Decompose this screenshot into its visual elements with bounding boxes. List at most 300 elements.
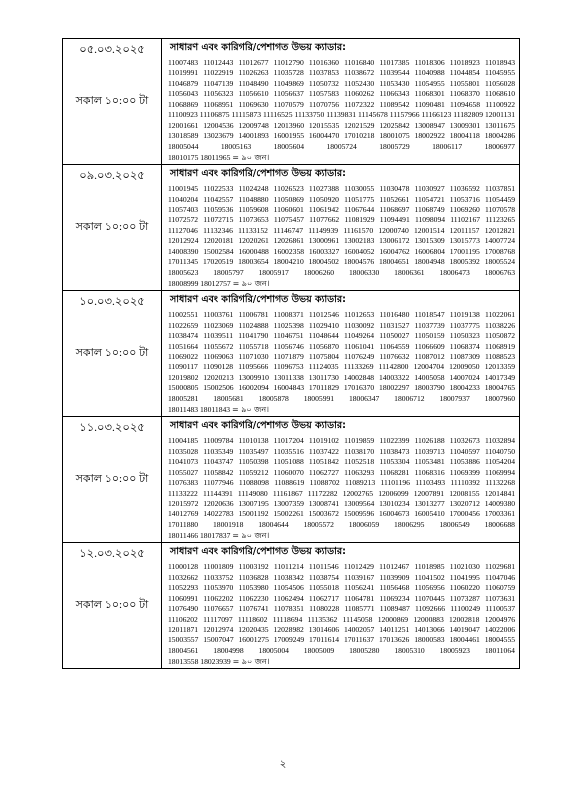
roll-number: 11056746 (273, 341, 304, 351)
roll-number: 12011871 (168, 625, 199, 635)
roll-number: 12006099 (378, 488, 409, 498)
roll-number: 11072572 (168, 215, 199, 225)
roll-number: 11118694 (272, 614, 303, 624)
roll-number: 11066609 (414, 341, 445, 351)
roll-number: 11039713 (414, 446, 445, 456)
roll-number: 11100537 (485, 604, 516, 614)
roll-number: 11057583 (308, 89, 339, 99)
roll-number: 11061942 (308, 204, 339, 214)
page-number: ২ (279, 759, 287, 770)
roll-number: 18006763 (484, 267, 516, 277)
date-cell (63, 291, 162, 417)
roll-number: 11100249 (450, 604, 481, 614)
roll-number: 18013558 (168, 657, 199, 667)
roll-number: 14013066 (414, 625, 445, 635)
roll-number: 11000128 (168, 562, 199, 572)
roll-number: 11038170 (344, 446, 375, 456)
roll-number: 12011157 (449, 225, 480, 235)
roll-number: 11051775 (344, 194, 375, 204)
roll-number: 16005410 (414, 509, 445, 519)
roll-number: 17016370 (343, 383, 375, 393)
roll-number: 12004976 (484, 614, 516, 624)
roll-number: 16002094 (238, 383, 269, 393)
roll-number: 11062494 (273, 593, 304, 603)
roll-number: 18005724 (326, 141, 357, 151)
roll-number: 11016360 (308, 58, 339, 67)
roll-number: 11022399 (379, 436, 410, 446)
roll-number: 18004286 (484, 131, 516, 141)
roll-number: 11039511 (203, 331, 234, 341)
roll-number: 11062230 (238, 593, 269, 603)
roll-number: 17010218 (344, 131, 375, 141)
roll-number: 12015535 (308, 120, 340, 130)
roll-number: 18006473 (439, 267, 470, 277)
exam-time: সকাল ১০:০০ টা (75, 473, 149, 486)
total-count: = ৯০ জন। (232, 279, 270, 289)
roll-number: 17011829 (308, 383, 339, 393)
roll-number: 11035028 (168, 446, 199, 456)
roll-number: 11053886 (449, 457, 480, 467)
roll-number: 11068374 (449, 341, 480, 351)
roll-number: 11059608 (238, 204, 269, 214)
roll-number: 11068951 (203, 99, 234, 109)
roll-number: 11054506 (273, 583, 304, 593)
roll-number: 11070756 (309, 99, 340, 109)
roll-number: 11038672 (344, 68, 375, 78)
roll-number: 11157966 (389, 110, 420, 120)
roll-number: 18005923 (439, 645, 470, 655)
roll-number: 12002765 (342, 488, 374, 498)
roll-number: 11032894 (484, 436, 516, 446)
roll-number: 11018923 (449, 58, 480, 67)
roll-number: 11030478 (379, 184, 410, 194)
roll-number: 11012546 (308, 310, 339, 320)
roll-number: 11045955 (484, 68, 516, 78)
roll-number: 15003557 (168, 635, 199, 645)
roll-list-cell (162, 291, 520, 417)
roll-number: 16001275 (238, 635, 269, 645)
roll-number: 11182809 (453, 110, 483, 120)
roll-numbers (168, 58, 515, 152)
roll-number: 13009301 (449, 120, 481, 130)
roll-number: 18005623 (168, 267, 199, 277)
roll-number: 11035349 (203, 446, 234, 456)
total-count: = ৯০ জন। (232, 153, 270, 163)
roll-number: 14005058 (414, 372, 445, 382)
roll-number: 11030092 (344, 320, 375, 330)
roll-number: 11037775 (449, 320, 480, 330)
roll-number: 11012653 (344, 310, 375, 320)
roll-number: 11052430 (344, 78, 375, 88)
roll-number: 14008390 (168, 246, 199, 256)
date-cell (63, 165, 162, 291)
roll-number: 17020519 (202, 257, 234, 267)
roll-number: 13008947 (414, 120, 445, 130)
roll-number: 11076383 (168, 478, 199, 488)
cadre-heading: সাধারণ এবং কারিগরি/পেশাগত উভয় ক্যাডার: (170, 546, 346, 558)
roll-number: 14019047 (449, 625, 480, 635)
roll-number: 11055801 (449, 78, 480, 88)
roll-number: 18004561 (168, 645, 199, 655)
roll-number: 11068281 (379, 467, 410, 477)
roll-number: 11100923 (168, 110, 198, 120)
roll-number: 17000456 (449, 509, 480, 519)
roll-number: 11060991 (168, 593, 199, 603)
schedule-page (62, 38, 516, 669)
roll-number: 18023939 (200, 657, 231, 667)
roll-number: 11066343 (379, 89, 410, 99)
exam-date: ১১.০৩.২০২৫ (79, 422, 145, 435)
roll-number: 11038474 (168, 331, 199, 341)
roll-number: 11050732 (308, 78, 339, 88)
roll-number: 11047139 (203, 78, 234, 88)
roll-number: 11004185 (168, 436, 199, 446)
roll-number: 18004233 (449, 383, 480, 393)
roll-number: 11012790 (273, 58, 304, 67)
roll-number: 11040750 (484, 446, 516, 456)
roll-number: 12020261 (238, 236, 269, 246)
roll-number: 13011675 (484, 120, 516, 130)
roll-number: 13020712 (449, 498, 480, 508)
roll-number: 18011965 (200, 153, 231, 163)
roll-number: 11085771 (344, 604, 375, 614)
roll-number: 18001075 (379, 131, 410, 141)
roll-number: 11052661 (379, 194, 410, 204)
roll-number: 11007483 (168, 58, 199, 67)
roll-number: 12008155 (449, 488, 480, 498)
roll-number: 11048880 (238, 194, 269, 204)
roll-number: 18007937 (439, 393, 470, 403)
roll-number: 11050159 (414, 331, 445, 341)
roll-number: 17011614 (309, 635, 340, 645)
roll-number: 11073287 (449, 593, 480, 603)
roll-number: 11044854 (449, 68, 480, 78)
roll-number: 11031527 (379, 320, 410, 330)
roll-number: 11018943 (484, 58, 516, 67)
roll-numbers (168, 562, 515, 656)
roll-number: 11054204 (484, 457, 516, 467)
roll-number: 11092666 (414, 604, 446, 614)
roll-number: 11036828 (238, 572, 269, 582)
roll-number: 11054955 (414, 78, 445, 88)
roll-number: 11062717 (308, 593, 339, 603)
roll-number: 13007195 (238, 498, 269, 508)
roll-number: 18004651 (379, 257, 410, 267)
roll-number: 11022919 (203, 68, 234, 78)
cadre-heading: সাধারণ এবং কারিগরি/পেশাগত উভয় ক্যাডার: (170, 294, 346, 306)
roll-number: 12012974 (202, 625, 234, 635)
roll-number: 11041995 (449, 572, 480, 582)
roll-number: 11056241 (344, 583, 375, 593)
roll-number: 11117097 (203, 614, 233, 624)
roll-number: 12004704 (413, 362, 444, 372)
roll-numbers (168, 310, 515, 404)
roll-number: 11075457 (273, 215, 304, 225)
exam-time: সকাল ১০:০০ টা (75, 221, 149, 234)
roll-number: 11019102 (308, 436, 339, 446)
exam-date: ০৯.০৩.২০২৫ (79, 170, 145, 183)
roll-number: 14002848 (343, 372, 375, 382)
roll-number: 11064781 (344, 593, 375, 603)
roll-number: 12020636 (203, 498, 234, 508)
roll-number: 11012443 (203, 58, 234, 67)
roll-number: 11039167 (344, 572, 375, 582)
roll-number: 11072322 (344, 99, 375, 109)
roll-number: 11132268 (485, 478, 516, 488)
roll-number: 11038754 (308, 572, 339, 582)
roll-number: 11057403 (168, 204, 199, 214)
roll-number: 18004118 (449, 131, 480, 141)
roll-number: 13018589 (168, 131, 199, 141)
roll-number: 11017385 (379, 58, 410, 67)
roll-number: 18000583 (414, 635, 445, 645)
roll-number: 13007359 (273, 498, 304, 508)
roll-number: 18011843 (200, 405, 231, 415)
roll-number: 18002297 (379, 383, 410, 393)
roll-number: 18002922 (414, 131, 445, 141)
roll-number: 11070578 (484, 204, 516, 214)
roll-number: 11038226 (484, 320, 516, 330)
session-row (63, 543, 520, 669)
roll-number: 18011064 (484, 645, 515, 655)
roll-number: 12004536 (203, 120, 234, 130)
roll-number: 14009380 (484, 498, 516, 508)
roll-number: 18004644 (258, 519, 289, 529)
roll-number: 11022533 (203, 184, 234, 194)
roll-number: 11081929 (344, 215, 375, 225)
roll-number: 11025398 (273, 320, 304, 330)
roll-number: 15001192 (238, 509, 269, 519)
roll-number: 11022061 (484, 310, 516, 320)
roll-number: 11069399 (449, 467, 480, 477)
roll-number: 11016480 (379, 310, 410, 320)
roll-number: 11002551 (168, 310, 199, 320)
roll-number: 11024248 (238, 184, 269, 194)
roll-number: 11037853 (308, 68, 339, 78)
roll-number: 18005797 (213, 267, 244, 277)
roll-number: 14003322 (378, 372, 410, 382)
roll-number: 12007891 (413, 488, 445, 498)
roll-number: 18006977 (484, 141, 515, 151)
total-count: = ৯০ জন। (232, 405, 269, 415)
roll-number: 11149939 (308, 225, 339, 235)
roll-number: 11115873 (231, 110, 262, 120)
roll-number: 11098094 (414, 215, 446, 225)
roll-number: 18005878 (258, 393, 289, 403)
roll-number: 11103493 (415, 478, 446, 488)
roll-number: 11118602 (237, 614, 268, 624)
roll-number: 18005681 (213, 393, 244, 403)
roll-number: 18006688 (484, 519, 515, 529)
roll-number: 11101196 (380, 478, 410, 488)
exam-time: সকাল ১০:০০ টা (75, 599, 149, 612)
roll-number: 11036592 (449, 184, 480, 194)
roll-number: 11068919 (484, 341, 516, 351)
roll-number: 11076632 (379, 351, 410, 361)
roll-number: 11063293 (344, 467, 375, 477)
roll-number: 11011214 (273, 562, 304, 572)
roll-number: 17001195 (449, 246, 480, 256)
roll-number: 11050869 (273, 194, 304, 204)
roll-number: 11076249 (344, 351, 375, 361)
roll-number: 11145678 (357, 110, 388, 120)
roll-number: 11050027 (379, 331, 410, 341)
roll-number: 11145058 (342, 614, 373, 624)
roll-number: 11068749 (414, 204, 445, 214)
roll-number: 11069260 (449, 204, 480, 214)
roll-number: 12000883 (413, 614, 444, 624)
roll-number: 18006330 (348, 267, 380, 277)
roll-number: 18005009 (303, 645, 335, 655)
roll-number: 18005524 (484, 257, 516, 267)
roll-number: 11139831 (326, 110, 356, 120)
roll-number: 12020213 (203, 372, 234, 382)
roll-number: 11089487 (379, 604, 410, 614)
roll-number: 11019991 (168, 68, 199, 78)
date-cell (63, 543, 162, 669)
roll-number: 11069063 (203, 351, 234, 361)
roll-number: 12013960 (273, 120, 305, 130)
roll-number: 11042557 (203, 194, 234, 204)
roll-number: 13006172 (379, 236, 410, 246)
roll-number: 11050323 (449, 331, 480, 341)
roll-number: 11055027 (168, 467, 199, 477)
roll-number: 11072715 (203, 215, 234, 225)
roll-number: 17013626 (378, 635, 410, 645)
total-count: = ৯০ জন। (232, 657, 270, 667)
roll-number: 12028982 (273, 625, 304, 635)
roll-number: 18006059 (348, 519, 380, 529)
roll-number: 15002584 (203, 246, 234, 256)
roll-number: 11021030 (449, 562, 480, 572)
roll-number: 11035497 (238, 446, 269, 456)
roll-number: 11018547 (414, 310, 445, 320)
roll-number: 11069022 (168, 351, 199, 361)
roll-number: 18005044 (168, 141, 199, 151)
exam-time: সকাল ১০:০০ টা (75, 95, 149, 107)
roll-number: 11056323 (203, 89, 234, 99)
roll-number: 11088702 (309, 478, 340, 488)
roll-number: 11061041 (344, 341, 375, 351)
roll-number: 12013359 (484, 362, 516, 372)
roll-number: 11110392 (450, 478, 480, 488)
roll-number: 11076741 (238, 604, 269, 614)
roll-number: 18005163 (220, 141, 252, 151)
roll-number: 11078351 (273, 604, 304, 614)
roll-number: 11003761 (203, 310, 234, 320)
roll-number: 11053304 (379, 457, 410, 467)
roll-number: 11116525 (262, 110, 293, 120)
roll-number: 11133222 (168, 488, 198, 498)
roll-number: 11037422 (308, 446, 339, 456)
roll-number: 11012677 (238, 58, 269, 67)
roll-number: 18004998 (213, 645, 244, 655)
roll-number: 11037851 (484, 184, 516, 194)
roll-number: 11080228 (309, 604, 340, 614)
exam-date: ১২.০৩.২০২৫ (79, 548, 145, 561)
session-row (63, 291, 520, 417)
roll-number: 11024888 (238, 320, 269, 330)
roll-number: 11016840 (344, 58, 375, 67)
total-count: = ৯০ জন। (232, 531, 270, 541)
roll-number: 16001955 (273, 131, 305, 141)
roll-number: 11040597 (449, 446, 480, 456)
roll-number: 13015309 (414, 236, 445, 246)
roll-number: 13009564 (343, 498, 375, 508)
roll-number: 11142800 (378, 362, 409, 372)
total-line (168, 530, 515, 541)
roll-number: 11069994 (484, 467, 516, 477)
roll-number: 11076490 (168, 604, 199, 614)
roll-number: 13002183 (343, 236, 375, 246)
roll-number: 15002261 (273, 509, 304, 519)
roll-number: 11017204 (273, 436, 304, 446)
roll-number: 11046751 (273, 331, 304, 341)
roll-number: 11132346 (203, 225, 233, 235)
roll-number: 11049264 (343, 331, 375, 341)
roll-number: 11053716 (449, 194, 480, 204)
cadre-heading: সাধারণ এবং কারিগরি/পেশাগত উভয় ক্যাডার: (170, 168, 346, 180)
roll-number: 11090117 (168, 362, 198, 372)
exam-date: ১০.০৩.২০২৫ (79, 296, 145, 309)
roll-number: 11060601 (273, 204, 304, 214)
roll-number: 11027388 (308, 184, 339, 194)
roll-number: 13014606 (308, 625, 340, 635)
roll-number: 11070579 (273, 99, 304, 109)
roll-number: 13009910 (238, 372, 269, 382)
roll-number: 11029681 (484, 562, 516, 572)
roll-number: 11050920 (308, 194, 339, 204)
roll-number: 11060262 (344, 89, 375, 99)
roll-number: 11010138 (238, 436, 269, 446)
roll-number: 12019802 (168, 372, 199, 382)
roll-number: 11052518 (344, 457, 375, 467)
roll-number: 11094658 (450, 99, 481, 109)
roll-number: 11070445 (414, 593, 445, 603)
roll-number: 18012757 (200, 279, 231, 289)
roll-number: 11077662 (309, 215, 340, 225)
roll-number: 16004673 (379, 509, 410, 519)
roll-number: 11053970 (203, 583, 234, 593)
roll-number: 11161867 (272, 488, 303, 498)
roll-number: 11127046 (168, 225, 198, 235)
total-line (168, 278, 515, 289)
roll-number: 15007047 (203, 635, 234, 645)
roll-number: 11071879 (273, 351, 304, 361)
roll-number: 18005280 (349, 645, 380, 655)
roll-number: 15002506 (203, 383, 234, 393)
roll-number: 11133750 (294, 110, 325, 120)
roll-number: 11094491 (379, 215, 410, 225)
roll-number: 17011345 (168, 257, 199, 267)
roll-number: 18001918 (212, 519, 244, 529)
session-row (63, 165, 520, 291)
roll-number: 14001893 (238, 131, 269, 141)
roll-number: 12012924 (168, 236, 199, 246)
roll-number: 11096753 (273, 362, 304, 372)
roll-number: 11039909 (379, 572, 410, 582)
roll-number: 11001945 (168, 184, 199, 194)
roll-number: 14007724 (484, 236, 516, 246)
roll-number: 18008999 (168, 279, 199, 289)
roll-number: 11054721 (414, 194, 445, 204)
roll-number: 12020435 (238, 625, 269, 635)
roll-number: 11149080 (237, 488, 268, 498)
roll-number: 17011880 (168, 519, 199, 529)
roll-number: 14017349 (484, 372, 516, 382)
roll-number: 18011483 (168, 405, 199, 415)
roll-number: 11088098 (238, 478, 269, 488)
